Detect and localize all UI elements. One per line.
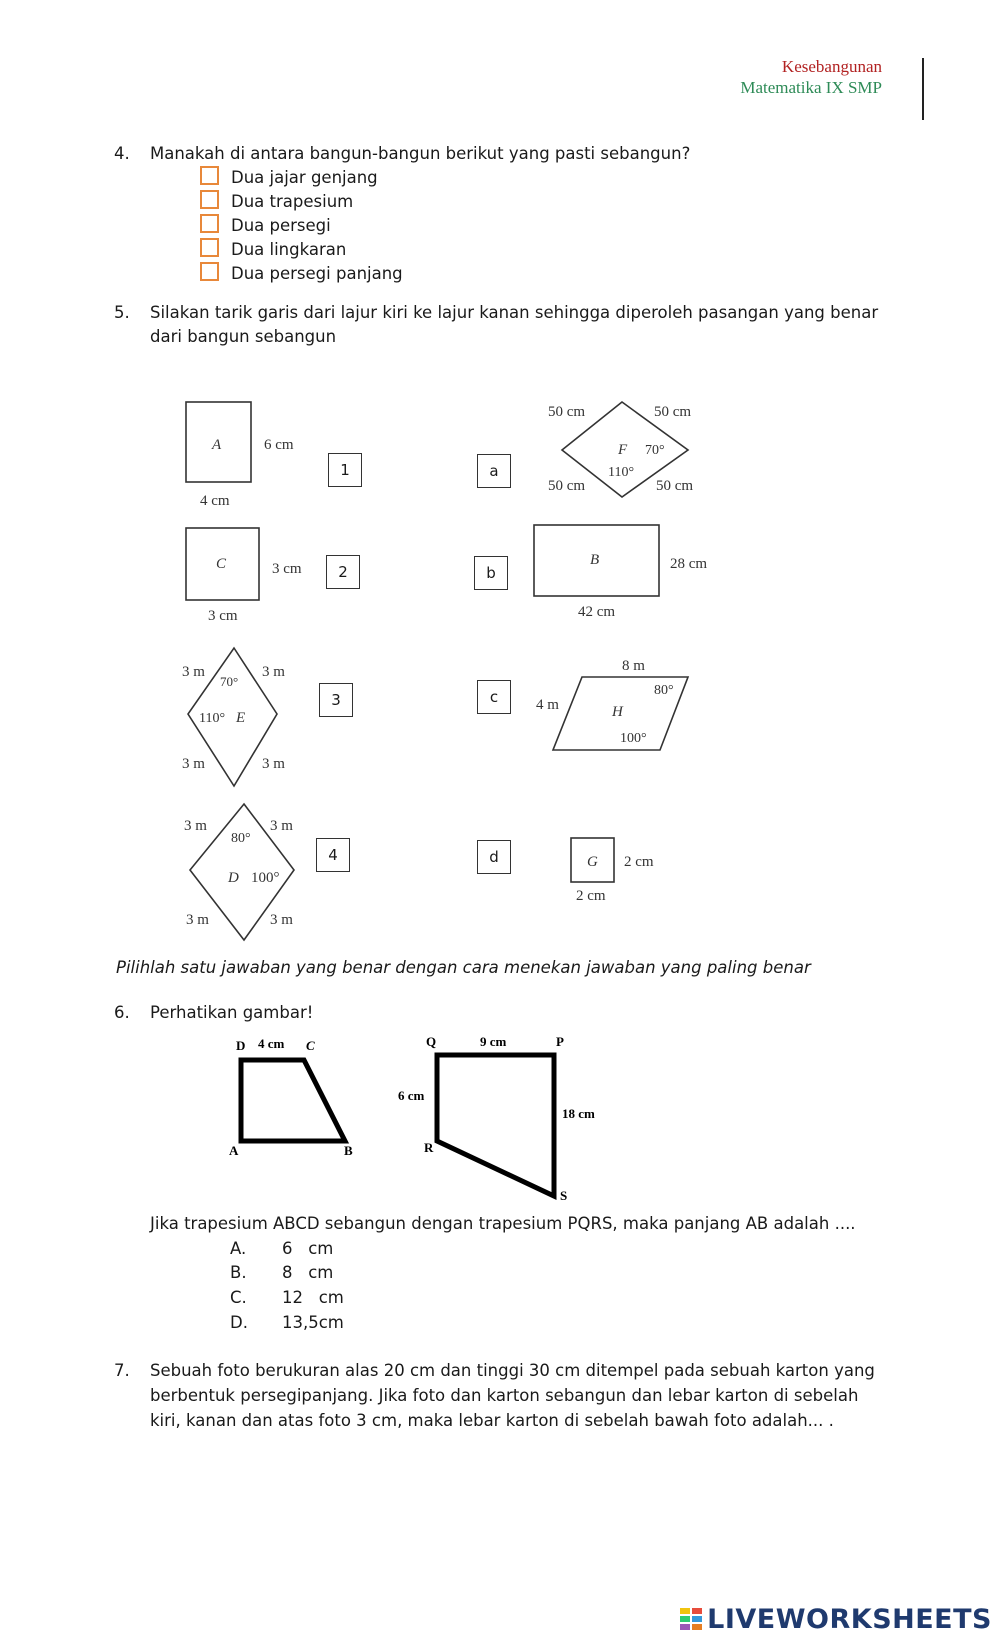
shape-e-angle-left: 110° — [199, 711, 226, 726]
shape-f-tl: 50 cm — [548, 404, 586, 420]
choice-value: 8 cm — [282, 1263, 334, 1282]
label-qp: 9 cm — [480, 1034, 507, 1049]
question-text-line-2: berbentuk persegipanjang. Jika foto dan karton sebangun dan lebar karton di sebelah — [150, 1386, 859, 1405]
question-text-line-2: dari bangun sebangun — [150, 327, 337, 346]
trapezoid-pqrs — [437, 1055, 554, 1196]
question-text: Manakah di antara bangun-bangun berikut yang pasti sebangun? — [150, 144, 691, 163]
shape-b-name: B — [590, 552, 600, 568]
liveworksheets-logo-icon — [679, 1607, 703, 1631]
shape-e-tr: 3 m — [262, 664, 285, 680]
choice-letter: C. — [230, 1288, 247, 1307]
answer-choice[interactable] — [230, 1236, 333, 1261]
shape-d-bl: 3 m — [186, 912, 209, 928]
match-box-right[interactable]: b — [474, 556, 508, 590]
match-box-right[interactable]: c — [477, 680, 511, 714]
vertex-p: P — [556, 1034, 564, 1049]
shape-d-tl: 3 m — [184, 818, 207, 834]
choice-value: 13,5cm — [282, 1313, 344, 1332]
shape-g-side: 2 cm — [624, 854, 654, 870]
brand-text: LIVEWORKSHEETS — [707, 1604, 992, 1635]
answer-choice[interactable] — [230, 1260, 333, 1285]
shape-d-angle-top: 80° — [231, 831, 251, 846]
shape-e-br: 3 m — [262, 756, 285, 772]
answer-choice[interactable] — [230, 1285, 344, 1310]
match-box-left[interactable]: 3 — [319, 683, 353, 717]
shape-h-top: 8 m — [622, 658, 645, 674]
option-label: Dua persegi — [231, 216, 331, 235]
shape-e-name: E — [236, 710, 246, 726]
label-ps: 18 cm — [562, 1106, 595, 1121]
answer-choice[interactable] — [230, 1310, 344, 1335]
shape-d-name: D — [228, 870, 239, 886]
liveworksheets-brand[interactable] — [679, 1604, 992, 1635]
question-text-line-1: Silakan tarik garis dari lajur kiri ke lajur kanan sehingga diperoleh pasangan yang benar — [150, 303, 879, 322]
choice-letter: D. — [230, 1313, 248, 1332]
shape-f-angle-right: 70° — [645, 443, 665, 458]
vertex-c: C — [306, 1038, 315, 1053]
question-number: 6. — [114, 1003, 130, 1022]
question-number: 5. — [114, 303, 130, 322]
option-label: Dua trapesium — [231, 192, 354, 211]
choice-value: 12 cm — [282, 1288, 344, 1307]
shape-f-name: F — [618, 442, 628, 458]
shape-h-angle-br: 100° — [620, 731, 647, 746]
shape-b-base: 42 cm — [578, 604, 616, 620]
choice-letter: B. — [230, 1263, 247, 1282]
instruction-text: Pilihlah satu jawaban yang benar dengan cara menekan jawaban yang paling benar — [116, 958, 811, 977]
match-box-left[interactable]: 1 — [328, 453, 362, 487]
question-6-prompt: Jika trapesium ABCD sebangun dengan trapesium PQRS, maka panjang AB adalah .... — [150, 1214, 856, 1233]
vertex-d: D — [236, 1038, 246, 1053]
shape-h-left: 4 m — [536, 697, 559, 713]
shape-c-name: C — [216, 556, 227, 572]
trapezoid-abcd — [241, 1060, 345, 1141]
shape-f-tr: 50 cm — [654, 404, 692, 420]
match-box-right[interactable]: a — [477, 454, 511, 488]
question-number: 7. — [114, 1361, 130, 1380]
option-label: Dua lingkaran — [231, 240, 347, 259]
shape-f-br: 50 cm — [656, 478, 694, 494]
question-text: Perhatikan gambar! — [150, 1003, 314, 1022]
label-dc: 4 cm — [258, 1036, 285, 1051]
option-label: Dua jajar genjang — [231, 168, 378, 187]
shape-f-angle-bottom: 110° — [608, 465, 635, 480]
question-text-line-3: kiri, kanan dan atas foto 3 cm, maka lebar karton di sebelah bawah foto adalah... . — [150, 1411, 834, 1430]
question-number: 4. — [114, 144, 130, 163]
question-text-line-1: Sebuah foto berukuran alas 20 cm dan tinggi 30 cm ditempel pada sebuah karton yang — [150, 1361, 875, 1380]
shape-d-tr: 3 m — [270, 818, 293, 834]
shape-e-tl: 3 m — [182, 664, 205, 680]
choice-letter: A. — [230, 1239, 247, 1258]
match-box-left[interactable]: 4 — [316, 838, 350, 872]
shape-a-name: A — [212, 437, 222, 453]
vertex-b: B — [344, 1143, 353, 1158]
shape-a-base: 4 cm — [200, 493, 230, 509]
choice-value: 6 cm — [282, 1239, 334, 1258]
header-subject: Matematika IX SMP — [740, 78, 882, 97]
shape-d-br: 3 m — [270, 912, 293, 928]
option-label: Dua persegi panjang — [231, 264, 403, 283]
shape-b-side: 28 cm — [670, 556, 708, 572]
vertex-s: S — [560, 1188, 568, 1203]
shape-g-name: G — [587, 854, 598, 870]
shape-f-bl: 50 cm — [548, 478, 586, 494]
shape-e-bl: 3 m — [182, 756, 205, 772]
shape-c-side: 3 cm — [272, 561, 302, 577]
label-qr: 6 cm — [398, 1088, 425, 1103]
shape-g-base: 2 cm — [576, 888, 606, 904]
shape-e-angle-top: 70° — [220, 674, 239, 689]
vertex-a: A — [229, 1143, 239, 1158]
shape-d-angle-right: 100° — [251, 870, 280, 886]
vertex-r: R — [424, 1140, 434, 1155]
shape-h-angle-tr: 80° — [654, 683, 674, 698]
vertex-q: Q — [426, 1034, 437, 1049]
shape-h-name: H — [612, 704, 623, 720]
header-topic: Kesebangunan — [781, 57, 882, 76]
match-box-left[interactable]: 2 — [326, 555, 360, 589]
match-box-right[interactable]: d — [477, 840, 511, 874]
shape-a-side: 6 cm — [264, 437, 294, 453]
shape-c-base: 3 cm — [208, 608, 238, 624]
